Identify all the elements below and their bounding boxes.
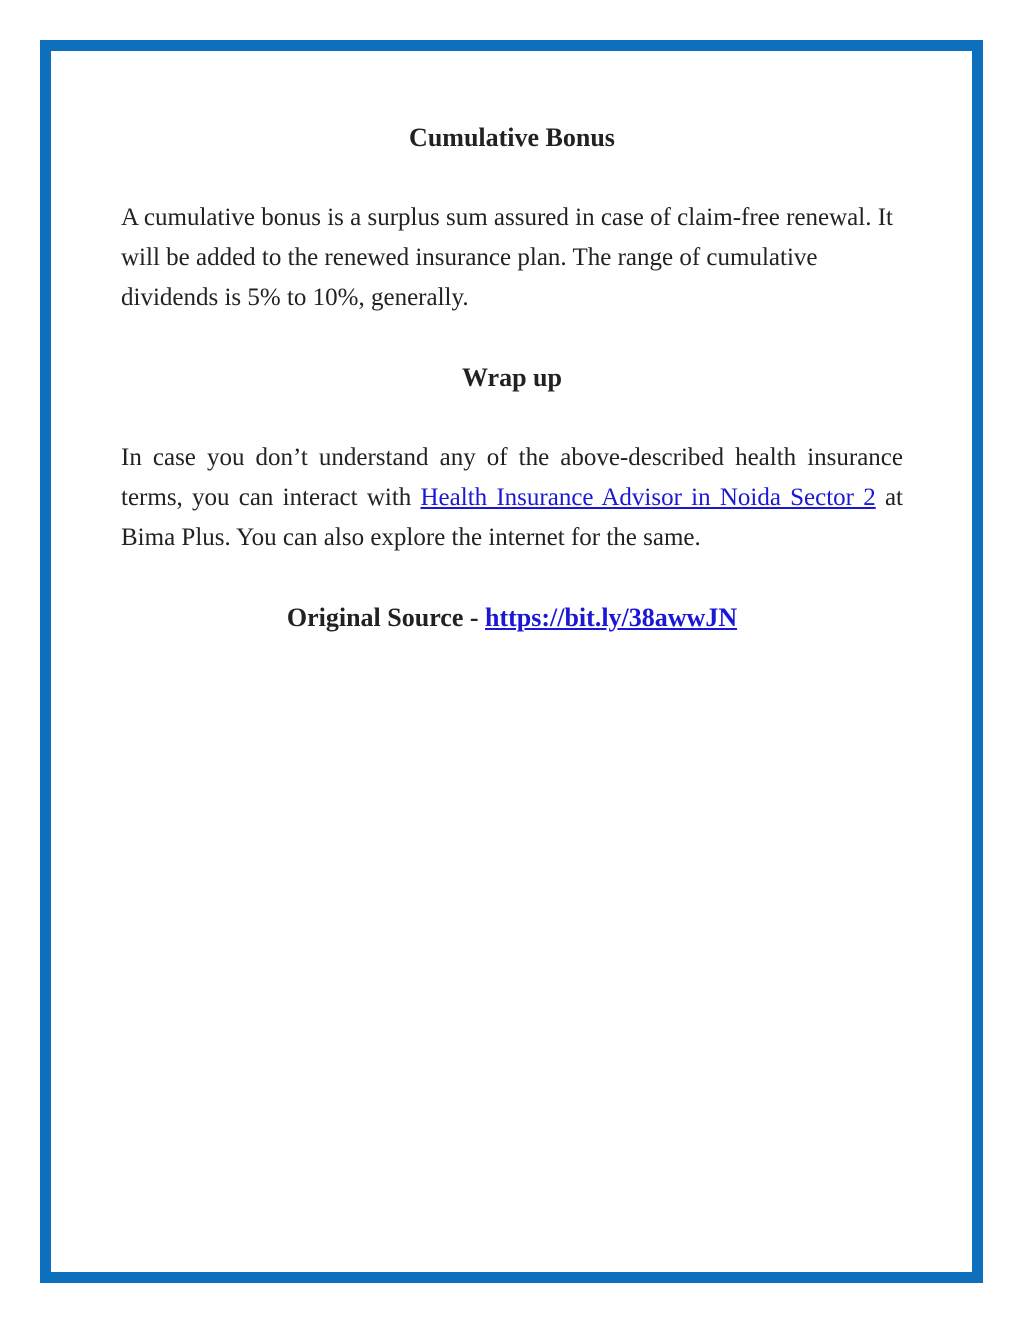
wrap-up-heading: Wrap up — [462, 363, 562, 392]
health-insurance-advisor-link[interactable]: Health Insurance Advisor in Noida Sector 2 — [420, 484, 876, 511]
original-source-link[interactable]: https://bit.ly/38awwJN — [485, 603, 738, 632]
wrap-up-paragraph — [121, 438, 903, 558]
original-source-line — [121, 598, 903, 638]
cumulative-bonus-paragraph: A cumulative bonus is a surplus sum assured in case of claim-free renewal. It will be added to the renewed insurance plan. The range of cumulative dividends is 5% to 10%, generally. — [121, 204, 893, 311]
cumulative-bonus-heading: Cumulative Bonus — [409, 123, 615, 152]
document-content — [121, 118, 903, 638]
original-source-label: Original Source - — [286, 603, 486, 632]
wrap-up-text-after-link: at Bima Plus. You can also explore the internet for the same. — [121, 484, 903, 551]
wrap-up-text-before-link: In case you don’t understand any of the above-described health insurance terms, you can interact with — [121, 444, 903, 511]
